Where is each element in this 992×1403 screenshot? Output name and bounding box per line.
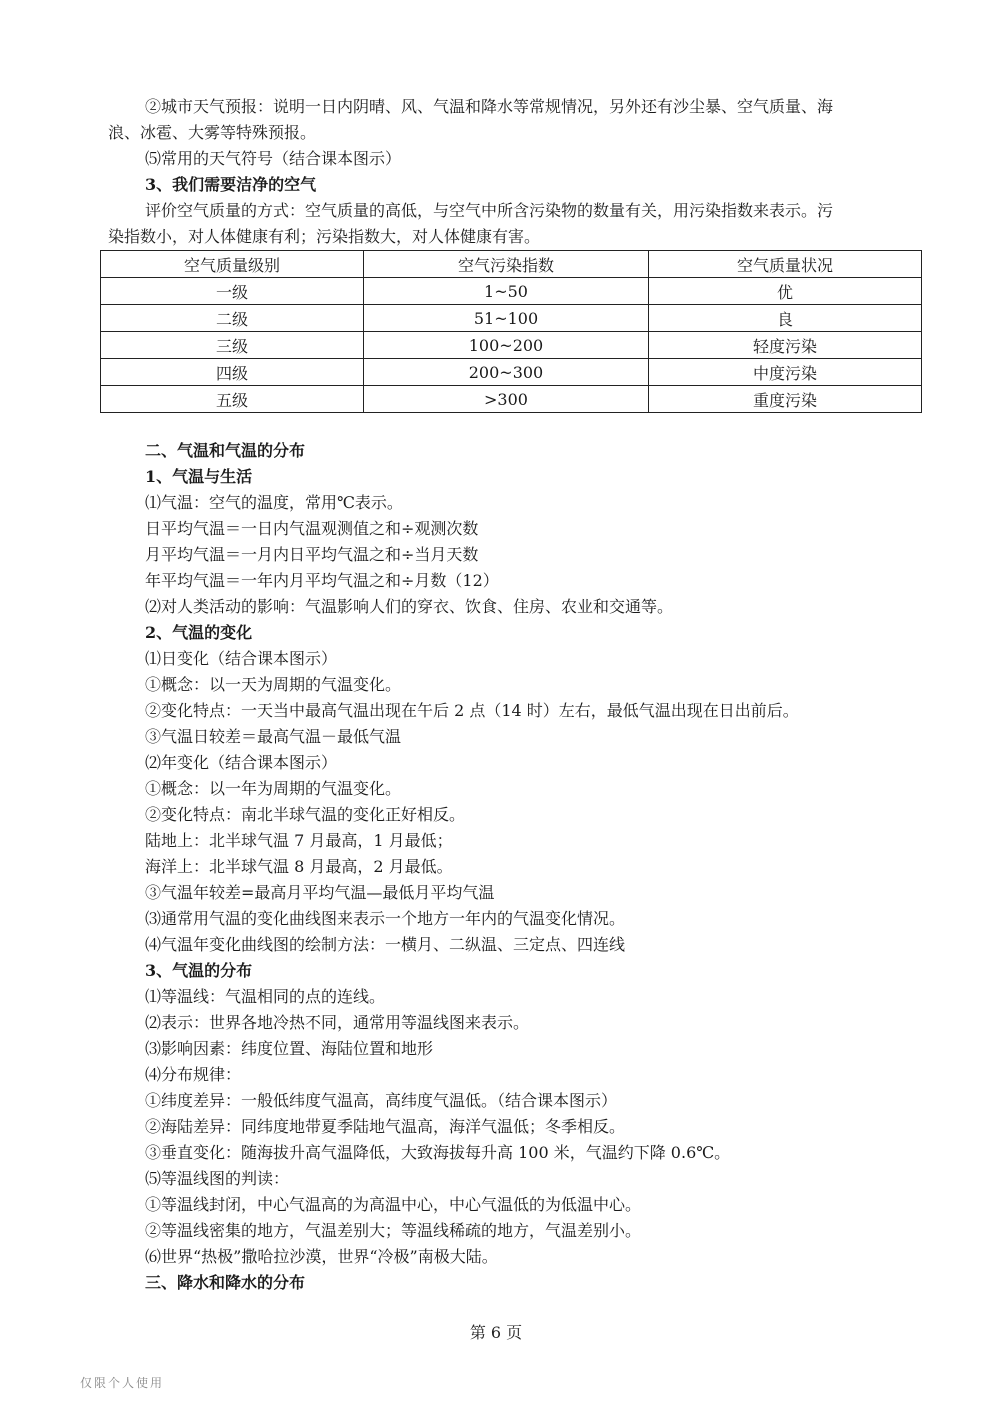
text-line: 月平均气温＝一月内日平均气温之和÷当月天数 bbox=[145, 545, 479, 564]
text-line: ⑵年变化（结合课本图示） bbox=[145, 753, 338, 772]
cell-index: 1~50 bbox=[364, 278, 649, 305]
text-line: ②变化特点：南北半球气温的变化正好相反。 bbox=[145, 805, 466, 824]
text-line: 陆地上：北半球气温 7 月最高，1 月最低； bbox=[145, 831, 453, 850]
cell-level: 五级 bbox=[101, 386, 364, 413]
cell-status: 重度污染 bbox=[649, 386, 922, 413]
table-row bbox=[101, 305, 922, 332]
city-forecast-line1: ②城市天气预报：说明一日内阴晴、风、气温和降水等常规情况，另外还有沙尘暴、空气质量、海 bbox=[145, 97, 834, 116]
header-index: 空气污染指数 bbox=[364, 251, 649, 278]
text-line: ⑴日变化（结合课本图示） bbox=[145, 649, 338, 668]
weather-symbols-line: ⑸常用的天气符号（结合课本图示） bbox=[145, 149, 402, 168]
evaluate-line2: 染指数小，对人体健康有利；污染指数大，对人体健康有害。 bbox=[108, 227, 541, 246]
cell-status: 中度污染 bbox=[649, 359, 922, 386]
section2-title: 二、气温和气温的分布 bbox=[145, 441, 306, 460]
cell-status: 优 bbox=[649, 278, 922, 305]
city-forecast-line2: 浪、冰雹、大雾等特殊预报。 bbox=[108, 123, 317, 142]
text-line: ⑷分布规律： bbox=[145, 1065, 242, 1084]
text-line: ⑶影响因素：纬度位置、海陆位置和地形 bbox=[145, 1039, 434, 1058]
section3-title: 三、降水和降水的分布 bbox=[145, 1273, 306, 1292]
text-line: 海洋上：北半球气温 8 月最高，2 月最低。 bbox=[145, 857, 453, 876]
subheading-temp-distribution: 3、气温的分布 bbox=[145, 961, 253, 980]
text-line: ⑵表示：世界各地冷热不同，通常用等温线图来表示。 bbox=[145, 1013, 530, 1032]
text-line: ⑵对人类活动的影响：气温影响人们的穿衣、饮食、住房、农业和交通等。 bbox=[145, 597, 674, 616]
subheading-temp-life: 1、气温与生活 bbox=[145, 467, 253, 486]
text-line: ②等温线密集的地方，气温差别大；等温线稀疏的地方，气温差别小。 bbox=[145, 1221, 642, 1240]
cell-index: 51~100 bbox=[364, 305, 649, 332]
text-line: ①等温线封闭，中心气温高的为高温中心，中心气温低的为低温中心。 bbox=[145, 1195, 642, 1214]
text-line: 日平均气温＝一日内气温观测值之和÷观测次数 bbox=[145, 519, 479, 538]
table-header-row bbox=[101, 251, 922, 278]
text-line: ⑹世界“热极”撒哈拉沙漠，世界“冷极”南极大陆。 bbox=[145, 1247, 498, 1266]
text-line: 年平均气温＝一年内月平均气温之和÷月数（12） bbox=[145, 571, 499, 590]
air-quality-table bbox=[100, 250, 922, 413]
cell-index: 100~200 bbox=[364, 332, 649, 359]
text-line: ①纬度差异：一般低纬度气温高，高纬度气温低。（结合课本图示） bbox=[145, 1091, 618, 1110]
heading-clean-air: 3、我们需要洁净的空气 bbox=[145, 175, 317, 194]
watermark-text: 仅限个人使用 bbox=[80, 1376, 165, 1390]
evaluate-line1: 评价空气质量的方式：空气质量的高低，与空气中所含污染物的数量有关，用污染指数来表示。污 bbox=[145, 201, 834, 220]
table-row bbox=[101, 332, 922, 359]
text-line: ⑴气温：空气的温度，常用℃表示。 bbox=[145, 493, 403, 512]
subheading-temp-change: 2、气温的变化 bbox=[145, 623, 253, 642]
text-line: ⑴等温线：气温相同的点的连线。 bbox=[145, 987, 386, 1006]
page-number: 第 6 页 bbox=[469, 1323, 523, 1342]
table-row bbox=[101, 386, 922, 413]
table-row bbox=[101, 359, 922, 386]
text-line: ②海陆差异：同纬度地带夏季陆地气温高，海洋气温低；冬季相反。 bbox=[145, 1117, 626, 1136]
cell-level: 四级 bbox=[101, 359, 364, 386]
cell-status: 良 bbox=[649, 305, 922, 332]
cell-level: 三级 bbox=[101, 332, 364, 359]
text-line: ③气温年较差=最高月平均气温—最低月平均气温 bbox=[145, 883, 495, 902]
text-line: ②变化特点：一天当中最高气温出现在午后 2 点（14 时）左右，最低气温出现在日出前后。 bbox=[145, 701, 799, 720]
cell-index: >300 bbox=[364, 386, 649, 413]
text-line: ⑷气温年变化曲线图的绘制方法：一横月、二纵温、三定点、四连线 bbox=[145, 935, 626, 954]
text-line: ①概念：以一天为周期的气温变化。 bbox=[145, 675, 402, 694]
text-line: ③垂直变化：随海拔升高气温降低，大致海拔每升高 100 米，气温约下降 0.6℃。 bbox=[145, 1143, 731, 1162]
cell-status: 轻度污染 bbox=[649, 332, 922, 359]
text-line: ①概念：以一年为周期的气温变化。 bbox=[145, 779, 402, 798]
table-row bbox=[101, 278, 922, 305]
cell-level: 一级 bbox=[101, 278, 364, 305]
header-status: 空气质量状况 bbox=[649, 251, 922, 278]
header-level: 空气质量级别 bbox=[101, 251, 364, 278]
cell-index: 200~300 bbox=[364, 359, 649, 386]
text-line: ③气温日较差＝最高气温－最低气温 bbox=[145, 727, 402, 746]
text-line: ⑶通常用气温的变化曲线图来表示一个地方一年内的气温变化情况。 bbox=[145, 909, 626, 928]
cell-level: 二级 bbox=[101, 305, 364, 332]
text-line: ⑸等温线图的判读： bbox=[145, 1169, 290, 1188]
